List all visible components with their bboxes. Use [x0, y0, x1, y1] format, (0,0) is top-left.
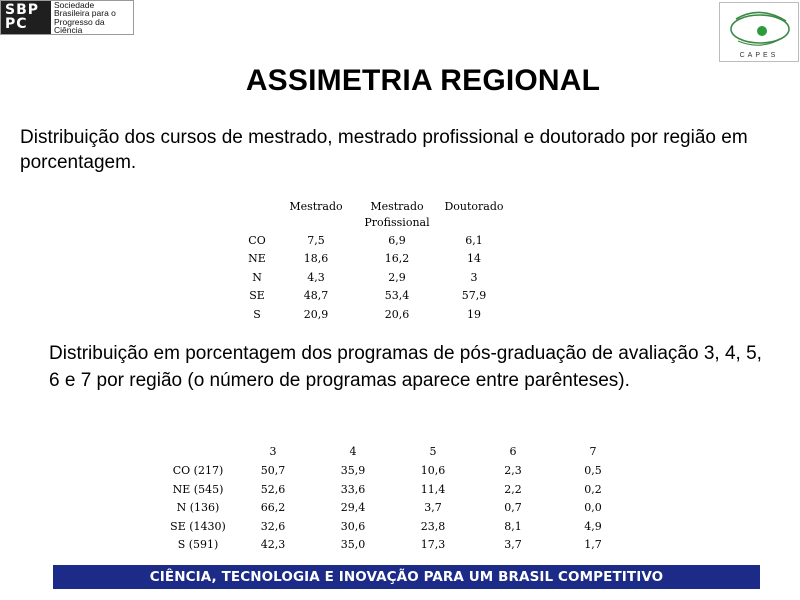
region-cell: S [253, 307, 261, 321]
table-row [163, 536, 633, 555]
table-row [163, 481, 633, 500]
value-cell: 42,3 [260, 538, 286, 551]
table-row [238, 306, 510, 324]
column-header: 6 [509, 445, 517, 458]
table-row [238, 269, 510, 287]
value-cell: 19 [467, 307, 481, 321]
column-header [163, 444, 233, 462]
column-header [238, 199, 276, 232]
column-header: Mestrado [289, 200, 343, 213]
table-row [238, 232, 510, 250]
region-cell: N [252, 270, 262, 284]
region-cell: S (591) [177, 538, 219, 551]
column-header: Doutorado [444, 200, 504, 213]
region-cell: CO [248, 234, 266, 247]
value-cell: 66,2 [260, 501, 286, 514]
value-cell: 20,6 [384, 307, 410, 321]
value-cell: 50,7 [260, 464, 286, 477]
value-cell: 3 [470, 270, 478, 284]
value-cell: 23,8 [420, 519, 446, 533]
value-cell: 33,6 [340, 482, 366, 496]
value-cell: 35,0 [340, 538, 366, 551]
column-header: 3 [269, 445, 277, 458]
value-cell: 0,5 [584, 464, 602, 477]
region-cell: SE [249, 289, 265, 303]
region-cell: CO (217) [172, 464, 224, 477]
value-cell: 3,7 [504, 538, 522, 551]
table-row [163, 499, 633, 518]
table-header-row [163, 444, 633, 462]
section2-description: Distribuição em porcentagem dos programas de pós-graduação de avaliação 3, 4, 5, 6 e 7 por região (o número de programas aparece entre parênteses). [49, 343, 762, 391]
value-cell: 6,1 [465, 234, 483, 247]
value-cell: 4,9 [584, 519, 602, 533]
table-row [163, 462, 633, 481]
value-cell: 16,2 [384, 252, 410, 266]
value-cell: 48,7 [303, 289, 329, 303]
region-cell: NE [248, 252, 266, 266]
value-cell: 35,9 [340, 464, 366, 477]
value-cell: 0,7 [504, 501, 522, 514]
table-row [163, 518, 633, 537]
sbpc-logo-text: Sociedade Brasileira para o Progresso da Ciência [54, 0, 116, 35]
value-cell: 1,7 [584, 538, 602, 551]
value-cell: 29,4 [340, 501, 366, 514]
sbpc-logo [0, 0, 134, 35]
programs-by-grade-table [163, 444, 633, 555]
value-cell: 0,2 [584, 482, 602, 496]
value-cell: 20,9 [303, 307, 329, 321]
value-cell: 14 [467, 252, 481, 266]
column-header: 4 [349, 445, 357, 458]
value-cell: 53,4 [384, 289, 410, 303]
value-cell: 17,3 [420, 538, 446, 551]
column-header: Mestrado Profissional [364, 200, 430, 229]
value-cell: 4,3 [307, 270, 325, 284]
capes-logo-word: CAPES [739, 52, 779, 59]
table-row [238, 250, 510, 268]
capes-emblem-icon [726, 7, 794, 49]
value-cell: 3,7 [424, 501, 442, 514]
column-header: 5 [429, 445, 437, 458]
table-row [238, 287, 510, 305]
value-cell: 2,9 [388, 270, 406, 284]
table-header-row [238, 199, 510, 232]
value-cell: 0,0 [584, 501, 602, 514]
value-cell: 52,6 [260, 482, 286, 496]
column-header: 7 [589, 445, 597, 458]
region-cell: N (136) [176, 501, 220, 514]
section1-description: Distribuição dos cursos de mestrado, mestrado profissional e doutorado por região em porcentagem. [20, 127, 748, 173]
value-cell: 10,6 [420, 464, 446, 477]
region-cell: NE (545) [172, 482, 224, 496]
value-cell: 8,1 [504, 519, 522, 533]
value-cell: 18,6 [303, 252, 329, 266]
value-cell: 2,3 [504, 464, 522, 477]
sbpc-logo-mark: SBP PC [1, 1, 51, 34]
footer-banner: CIÊNCIA, TECNOLOGIA E INOVAÇÃO PARA UM BRASIL COMPETITIVO [53, 565, 760, 589]
value-cell: 30,6 [340, 519, 366, 533]
region-cell: SE (1430) [170, 519, 226, 533]
value-cell: 57,9 [461, 289, 487, 303]
page-title: ASSIMETRIA REGIONAL [245, 64, 601, 97]
courses-by-region-table [238, 199, 510, 324]
value-cell: 32,6 [260, 519, 286, 533]
value-cell: 11,4 [420, 482, 446, 496]
value-cell: 7,5 [307, 234, 325, 247]
capes-logo [719, 2, 799, 62]
value-cell: 6,9 [388, 234, 406, 247]
value-cell: 2,2 [504, 482, 522, 496]
